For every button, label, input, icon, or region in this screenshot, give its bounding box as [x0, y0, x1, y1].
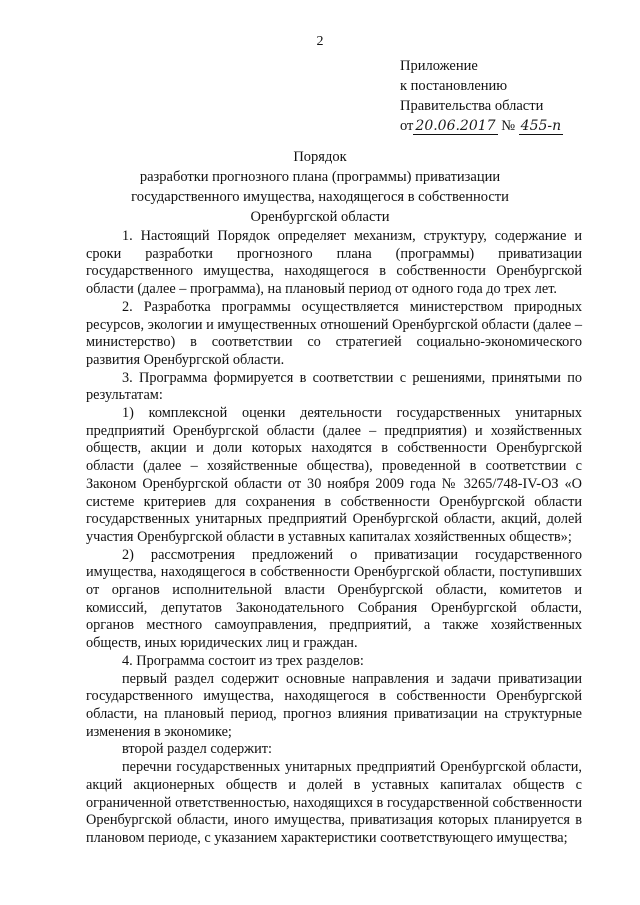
title-line-1: Порядок: [293, 149, 347, 165]
attachment-date-line: [400, 116, 563, 136]
paragraph-4-section-2-list: перечни государственных унитарных предприятий Оренбургской области, акций акционерных обществ и долей в уставных капиталах обществ с ограниченной ответственностью, находящихся в государственной собственности Оренбургской области, иного имущества, приватизация которых планируется в плановом периоде, с указанием характеристики соответствующего имущества;: [86, 759, 582, 846]
paragraph-3-item-1: 1) комплексной оценки деятельности государственных унитарных предприятий Оренбургской области (далее – предприятия) и хозяйственных обществ, акции и доли которых находятся в собственности Оренбургской области (далее – хозяйственные общества), проведенной в соответствии с Законом Оренбургской области от 30 ноября 2009 года № 3265/748-IV-ОЗ «О системе критериев для сохранения в собственности Оренбургской области государственных унитарных предприятий Оренбургской области, акций, долей участия Оренбургской области в уставных капиталах хозяйственных обществ»;: [86, 405, 582, 545]
attachment-line-1: Приложение: [400, 58, 478, 74]
handwritten-date: 20.06.2017: [415, 118, 496, 134]
paragraph-3: 3. Программа формируется в соответствии с решениями, принятыми по результатам:: [86, 369, 582, 404]
paragraph-2: 2. Разработка программы осуществляется министерством природных ресурсов, экологии и имущественных отношений Оренбургской области (далее – министерство) в соответствии со стратегией социально-экономического развития Оренбургской области.: [86, 298, 582, 368]
date-prefix: от: [400, 118, 414, 134]
handwritten-number: 455-п: [520, 118, 562, 134]
title-line-2: разработки прогнозного плана (программы) приватизации: [139, 169, 501, 185]
page-number: 2: [316, 34, 324, 49]
title-line-4: Оренбургской области: [250, 209, 390, 225]
attachment-line-2: к постановлению: [400, 78, 508, 94]
paragraph-4-section-1: первый раздел содержит основные направления и задачи приватизации государственного имущества, находящегося в собственности Оренбургской области, на плановый период, прогноз влияния приватизации на структурные изменения в экономике;: [86, 670, 582, 740]
document-title: [0, 147, 640, 227]
attachment-line-3: Правительства области: [400, 98, 544, 114]
attachment-block: [400, 56, 563, 136]
paragraph-1: 1. Настоящий Порядок определяет механизм, структуру, содержание и сроки разработки прогнозного плана (программы) приватизации государственного имущества, находящегося в собственности Оренбургской области (далее – программа), на плановый период от одного года до трех лет.: [86, 228, 582, 298]
number-prefix: №: [501, 118, 516, 134]
document-body: [86, 228, 582, 848]
paragraph-4: 4. Программа состоит из трех разделов:: [122, 652, 364, 669]
paragraph-4-section-2: второй раздел содержит:: [122, 741, 272, 758]
title-line-3: государственного имущества, находящегося в собственности: [131, 189, 509, 205]
paragraph-3-item-2: 2) рассмотрения предложений о приватизации государственного имущества, находящегося в собственности Оренбургской области, поступивших от органов исполнительной власти Оренбургской области, комитетов и комиссий, депутатов Законодательного Собрания Оренбургской области, органов местного самоуправления, предприятий, а также хозяйственных обществ, иных юридических лиц и граждан.: [86, 546, 582, 652]
